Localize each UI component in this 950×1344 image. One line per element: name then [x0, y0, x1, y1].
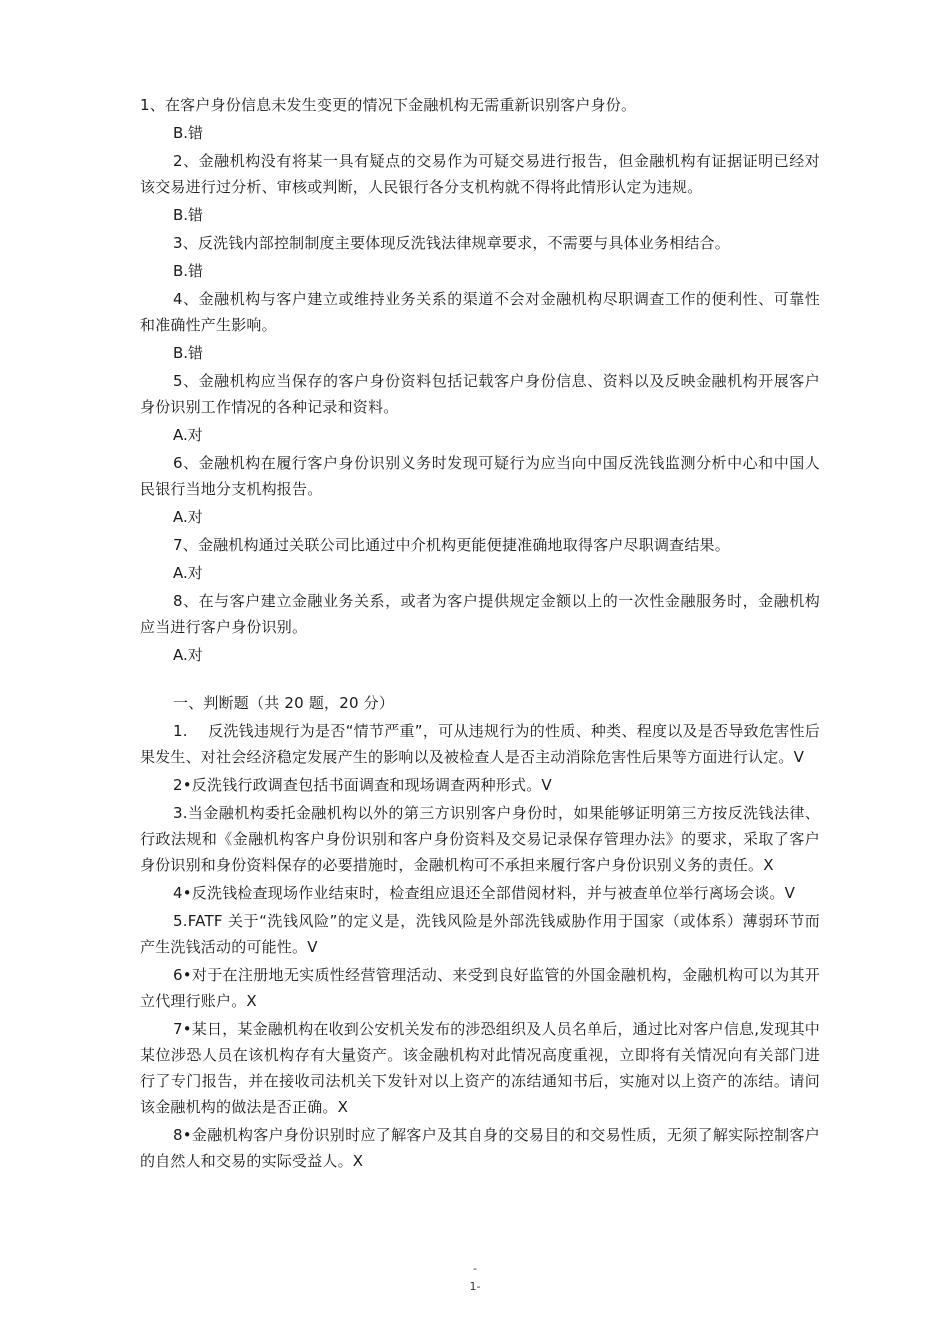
- question-4: 4、金融机构与客户建立或维持业务关系的渠道不会对金融机构尽职调查工作的便利性、可靠性和准确性产生影响。: [140, 290, 820, 334]
- answer-5: A.对: [173, 426, 203, 444]
- answer-4: B.错: [173, 344, 204, 362]
- judgment-item-2: 2•反洗钱行政调查包括书面调查和现场调查两种形式。V: [173, 776, 552, 794]
- judgment-item-1: 1. 反洗钱违规行为是否“情节严重”，可从违规行为的性质、种类、程度以及是否导致危害性后果发生、对社会经济稳定发展产生的影响以及被检查人是否主动消除危害性后果等方面进行认定。V: [140, 722, 820, 766]
- judgment-item-6: 6•对于在注册地无实质性经营管理活动、来受到良好监管的外国金融机构，金融机构可以为其开立代理行账户。X: [140, 966, 820, 1010]
- question-7: 7、金融机构通过关联公司比通过中介机构更能便捷准确地取得客户尽职调查结果。: [173, 536, 730, 554]
- answer-1: B.错: [173, 124, 204, 142]
- question-6: 6、金融机构在履行客户身份识别义务时发现可疑行为应当向中国反洗钱监测分析中心和中国人民银行当地分支机构报告。: [140, 454, 820, 498]
- judgment-item-3: 3.当金融机构委托金融机构以外的第三方识别客户身份时，如果能够证明第三方按反洗钱法律、行政法规和《金融机构客户身份识别和客户身份资料及交易记录保存管理办法》的要求，采取了客户身份识别和身份资料保存的必要措施时，金融机构可不承担来履行客户身份识别义务的责任。X: [140, 804, 820, 874]
- judgment-item-4: 4•反洗钱检查现场作业结束时，检查组应退还全部借阅材料，并与被查单位举行离场会谈。V: [173, 884, 796, 902]
- question-1: 1、在客户身份信息未发生变更的情况下金融机构无需重新识别客户身份。: [140, 96, 637, 114]
- judgment-item-8: 8•金融机构客户身份识别时应了解客户及其自身的交易目的和交易性质，无须了解实际控制客户的自然人和交易的实际受益人。X: [140, 1126, 820, 1170]
- answer-2: B.错: [173, 206, 204, 224]
- question-2: 2、金融机构没有将某一具有疑点的交易作为可疑交易进行报告，但金融机构有证据证明已经对该交易进行过分析、审核或判断，人民银行各分支机构就不得将此情形认定为违规。: [140, 152, 820, 196]
- footer-dash: -: [473, 1262, 477, 1275]
- answer-8: A.对: [173, 646, 203, 664]
- section-heading: 一、判断题（共 20 题，20 分）: [173, 694, 395, 712]
- page-number: 1-: [469, 1280, 481, 1293]
- spacer: [140, 670, 820, 690]
- judgment-item-7: 7•某日，某金融机构在收到公安机关发布的涉恐组织及人员名单后，通过比对客户信息,发现其中某位涉恐人员在该机构存有大量资产。该金融机构对此情况高度重视，立即将有关情况向有关部门进行了专门报告，并在接收司法机关下发针对以上资产的冻结通知书后，实施对以上资产的冻结。请问该金融机构的做法是否正确。X: [140, 1020, 820, 1116]
- document-body: [140, 92, 820, 1176]
- question-3: 3、反洗钱内部控制制度主要体现反洗钱法律规章要求，不需要与具体业务相结合。: [173, 234, 730, 252]
- answer-7: A.对: [173, 564, 203, 582]
- question-8: 8、在与客户建立金融业务关系，或者为客户提供规定金额以上的一次性金融服务时，金融机构应当进行客户身份识别。: [140, 592, 820, 636]
- question-5: 5、金融机构应当保存的客户身份资料包括记载客户身份信息、资料以及反映金融机构开展客户身份识别工作情况的各种记录和资料。: [140, 372, 820, 416]
- answer-6: A.对: [173, 508, 203, 526]
- answer-3: B.错: [173, 262, 204, 280]
- judgment-item-5: 5.FATF 关于“洗钱风险”的定义是，洗钱风险是外部洗钱威胁作用于国家（或体系）薄弱环节而产生洗钱活动的可能性。V: [140, 912, 820, 956]
